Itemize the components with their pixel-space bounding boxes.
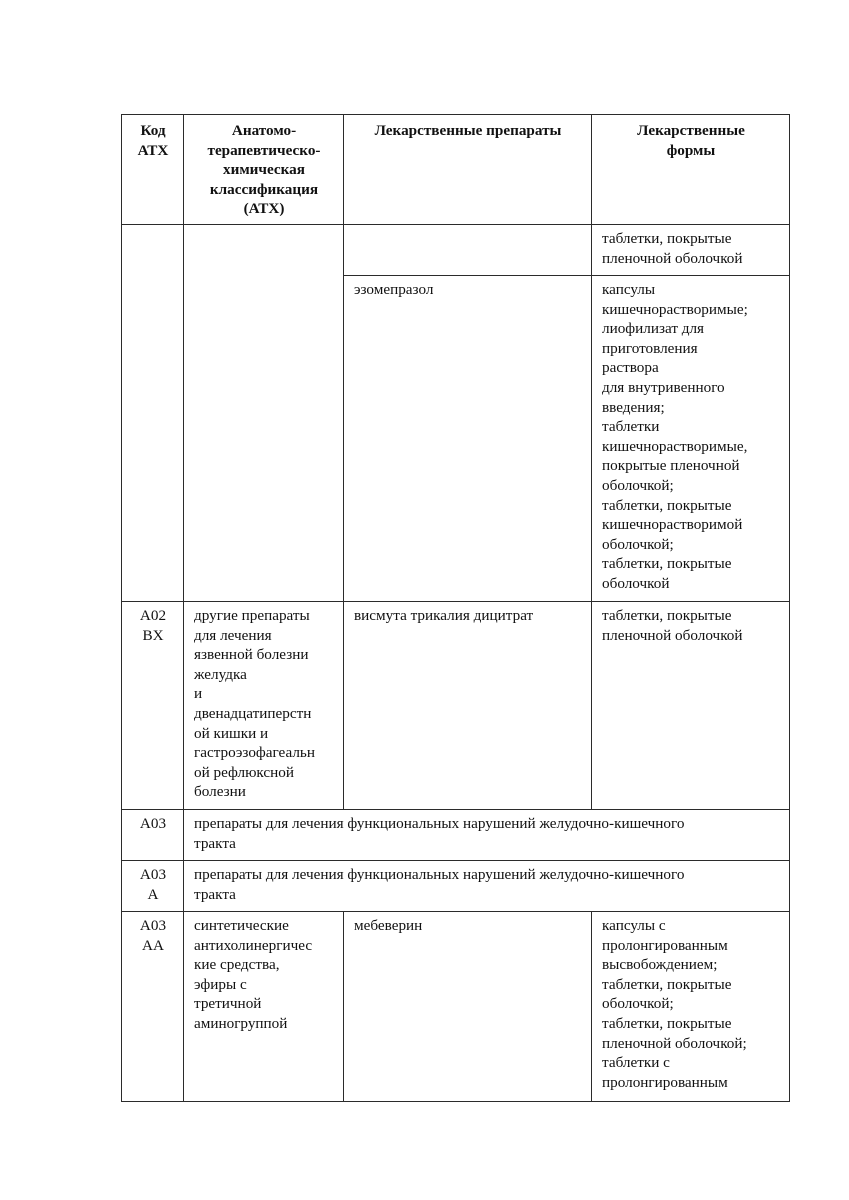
atc-cell <box>184 225 344 602</box>
text-line: эфиры с <box>194 975 247 993</box>
text-line: препараты для лечения функциональных нарушений желудочно-кишечного <box>194 866 685 883</box>
text-line: лиофилизат для <box>602 320 705 338</box>
table-row <box>122 602 790 810</box>
text-line: кишечнорастворимые; <box>602 300 748 318</box>
text-line: A <box>147 885 159 903</box>
drug-cell <box>344 225 592 276</box>
text-line: капсулы с <box>602 917 666 934</box>
table-row <box>122 810 790 861</box>
forms-cell <box>592 225 790 276</box>
text-line: покрытые пленочной <box>602 457 740 475</box>
text-line: A02 <box>139 607 167 624</box>
text-line: оболочкой <box>602 574 670 592</box>
header-drugs <box>344 115 592 225</box>
text-line: A03 <box>139 815 167 832</box>
text-line: Код <box>140 122 166 139</box>
text-line: пленочной оболочкой <box>602 249 743 267</box>
text-line: (АТХ) <box>243 200 285 218</box>
header-forms <box>592 115 790 225</box>
code-cell <box>122 861 184 912</box>
text-line: высвобождением; <box>602 956 718 974</box>
text-line: АТХ <box>137 141 169 159</box>
text-line: химическая <box>222 161 305 179</box>
text-line: AA <box>142 936 164 954</box>
code-cell <box>122 810 184 861</box>
forms-cell <box>592 276 790 602</box>
text-line: ой рефлюксной <box>194 763 295 781</box>
text-line: терапевтическо- <box>207 141 321 159</box>
text-line: болезни <box>194 783 246 801</box>
text-line: Лекарственные <box>637 122 745 139</box>
text-line: пленочной оболочкой <box>602 626 743 644</box>
text-line: приготовления <box>602 339 698 357</box>
text-line: оболочкой; <box>602 535 674 553</box>
text-line: таблетки, покрытые <box>602 975 732 993</box>
text-line: для лечения <box>194 626 272 644</box>
code-cell <box>122 602 184 810</box>
table-row <box>122 912 790 1102</box>
text-line: третичной <box>194 995 262 1013</box>
text-line: кишечнорастворимой <box>602 516 743 534</box>
text-line: тракта <box>194 834 236 852</box>
forms-cell <box>592 602 790 810</box>
header-code <box>122 115 184 225</box>
table-header-row <box>122 115 790 225</box>
text-line: раствора <box>602 359 659 377</box>
text-line: для внутривенного <box>602 378 725 396</box>
drug-cell: висмута трикалия дицитрат <box>344 602 592 810</box>
text-line: таблетки <box>602 418 660 436</box>
atc-cell <box>184 912 344 1102</box>
code-cell <box>122 225 184 602</box>
text-line: пролонгированным <box>602 1073 728 1091</box>
group-description-cell <box>184 861 790 912</box>
text-line: пленочной оболочкой; <box>602 1034 747 1052</box>
text-line: Анатомо- <box>231 122 297 139</box>
header-atc-classification <box>184 115 344 225</box>
text-line: A03 <box>139 917 167 934</box>
text-line: и <box>194 685 203 703</box>
text-line: оболочкой; <box>602 476 674 494</box>
text-line: язвенной болезни <box>194 646 309 664</box>
text-line: формы <box>666 141 716 159</box>
text-line: капсулы <box>602 281 656 298</box>
text-line: ой кишки и <box>194 724 269 742</box>
drug-cell: мебеверин <box>344 912 592 1102</box>
text-line: желудка <box>194 665 247 683</box>
text-line: BX <box>142 626 164 644</box>
text-line: таблетки, покрытые <box>602 555 732 573</box>
group-description-cell <box>184 810 790 861</box>
text-line: тракта <box>194 885 236 903</box>
text-line: пролонгированным <box>602 936 728 954</box>
text-line: таблетки, покрытые <box>602 607 732 624</box>
text-line: синтетические <box>194 917 289 934</box>
atc-drug-table <box>121 114 790 1102</box>
text-line: кишечнорастворимые, <box>602 437 748 455</box>
text-line: оболочкой; <box>602 995 674 1013</box>
code-cell <box>122 912 184 1102</box>
text-line: A03 <box>139 866 167 883</box>
text-line: введения; <box>602 398 665 416</box>
text-line: гастроэзофагеальн <box>194 744 315 762</box>
table-row <box>122 861 790 912</box>
text-line: классификация <box>209 180 319 198</box>
text-line: таблетки, покрытые <box>602 496 732 514</box>
text-line: антихолинергичес <box>194 936 313 954</box>
text-line: аминогруппой <box>194 1014 288 1032</box>
text-line: таблетки, покрытые <box>602 1014 732 1032</box>
text-line: Лекарственные препараты <box>374 122 562 139</box>
forms-cell <box>592 912 790 1102</box>
text-line: таблетки, покрытые <box>602 230 732 247</box>
text-line: препараты для лечения функциональных нарушений желудочно-кишечного <box>194 815 685 832</box>
atc-cell <box>184 602 344 810</box>
drug-cell: эзомепразол <box>344 276 592 602</box>
text-line: другие препараты <box>194 607 310 624</box>
text-line: кие средства, <box>194 956 280 974</box>
text-line: таблетки с <box>602 1054 670 1072</box>
table-row <box>122 225 790 276</box>
text-line: двенадцатиперстн <box>194 704 312 722</box>
